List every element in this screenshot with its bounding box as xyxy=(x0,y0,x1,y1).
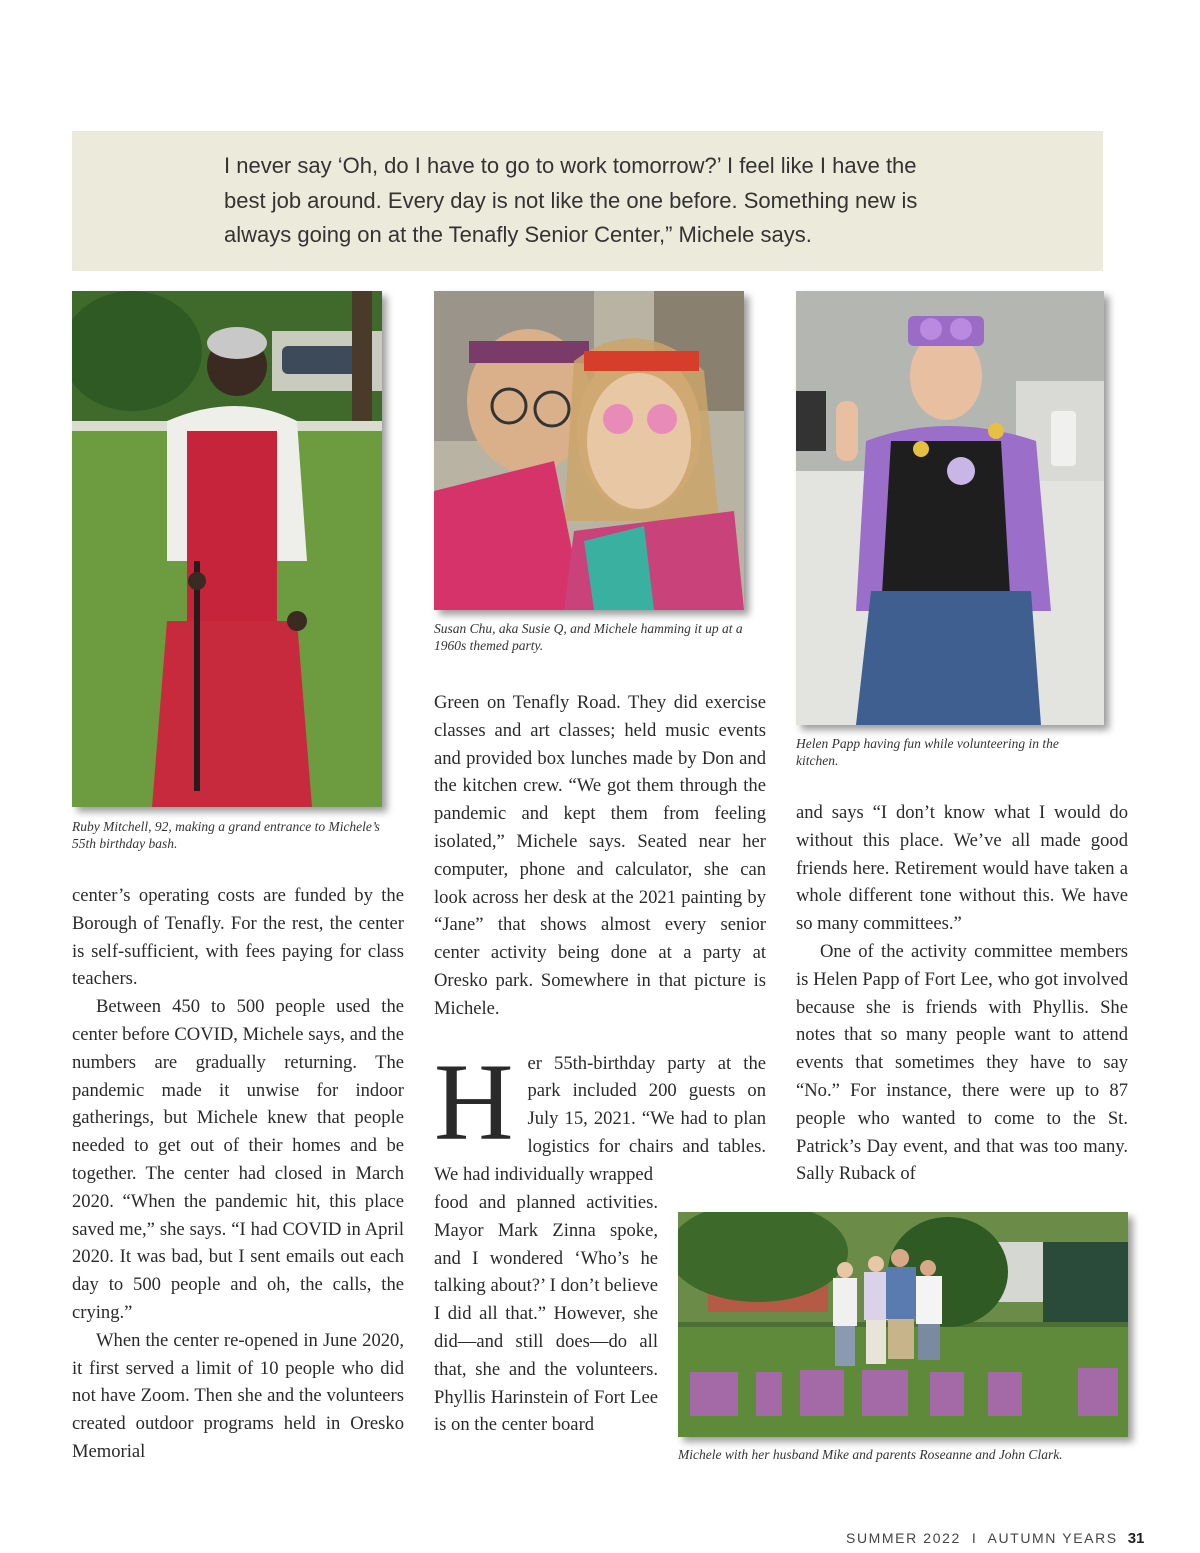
column2-paragraph-1: Green on Tenafly Road. They did exercise classes and art classes; held music events and provided box lunches made by Don and the kitchen crew. “We got them through the pandemic and kept them from feeling isolated,” Michele says. Seated near her computer, phone and calculator, she can look across her desk at the 2021 painting by “Jane” that shows almost every senior center activity being done at a party at Oresko park. Somewhere in that picture is Michele. xyxy=(434,692,766,1019)
column2-paragraph-2b: food and planned activities. Mayor Mark Zinna spoke, and I wondered ‘Who’s he talking about?’ I don’t believe I did all that.” However, she did—and still does—do all that, she and the volunteers. Phyllis Harinstein of Fort Lee is on the center board xyxy=(434,1192,658,1436)
caption-ruby: Ruby Mitchell, 92, making a grand entrance to Michele’s 55th birthday bash. xyxy=(72,819,380,851)
column3-paragraph-2: One of the activity committee members is Helen Papp of Fort Lee, who got involved because she is friends with Phyllis. She notes that so many people want to attend events that sometimes they have to say “No.” For instance, there were up to 87 people who wanted to come to the St. Patrick’s Day event, and that was too many. Sally Ruback of xyxy=(796,940,1128,1185)
photo-ruby-mitchell xyxy=(72,291,382,807)
article-column-1 xyxy=(72,882,404,1466)
pull-quote-box xyxy=(72,131,1103,271)
photo-helen-papp xyxy=(796,291,1104,725)
photo-michele-family xyxy=(678,1212,1128,1437)
photo-family-image xyxy=(678,1212,1128,1437)
article-column-3 xyxy=(796,799,1128,1188)
page-footer xyxy=(846,1530,1144,1547)
photo-helen-image xyxy=(796,291,1104,725)
column2-paragraph-2a xyxy=(434,1040,766,1189)
column2-paragraph-2a-text: er 55th-birthday party at the park included 200 guests on July 15, 2021. “We had to plan logistics for chairs and tables. We had individually wrapped xyxy=(434,1052,766,1185)
column1-paragraph-2: Between 450 to 500 people used the center before COVID, Michele says, and the numbers are gradually returning. The pandemic made it unwise for indoor gatherings, but Michele knew that people needed to get out of their homes and be together. The center had closed in March 2020. “When the pandemic hit, this place saved me,” she says. “I had COVID in April 2020. It was bad, but I sent emails out each day to 500 people and oh, the calls, the crying.” xyxy=(72,996,404,1323)
column1-paragraph-3: When the center re-opened in June 2020, it first served a limit of 10 people who did not have Zoom. Then she and the volunteers created outdoor programs held in Oresko Memorial xyxy=(72,1329,404,1462)
photo-susan-and-michele xyxy=(434,291,744,610)
column1-paragraph-1: center’s operating costs are funded by the Borough of Tenafly. For the rest, the center is self-sufficient, with fees paying for class teachers. xyxy=(72,885,404,990)
caption-susan: Susan Chu, aka Susie Q, and Michele hamming it up at a 1960s themed party. xyxy=(434,621,743,653)
drop-cap: H xyxy=(434,1040,514,1163)
caption-family: Michele with her husband Mike and parents Roseanne and John Clark. xyxy=(678,1447,1063,1462)
footer-publication: SUMMER 2022 I AUTUMN YEARS xyxy=(846,1530,1118,1546)
page-number: 31 xyxy=(1127,1530,1145,1547)
caption-helen: Helen Papp having fun while volunteering in the kitchen. xyxy=(796,736,1059,768)
article-column-2 xyxy=(434,689,766,1189)
photo-susan-image xyxy=(434,291,744,610)
photo-ruby-image xyxy=(72,291,382,807)
pull-quote-text: I never say ‘Oh, do I have to go to work tomorrow?’ I feel like I have the best job around. Every day is not like the one before. Something new is always going on at the Tenafly Senior Center,” Michele says. xyxy=(224,153,918,247)
article-column-2-continued xyxy=(434,1189,658,1439)
column3-paragraph-1: and says “I don’t know what I would do without this place. We’ve all made good friends here. Retirement would have taken a whole different tone without this. We have so many committees.” xyxy=(796,802,1128,935)
